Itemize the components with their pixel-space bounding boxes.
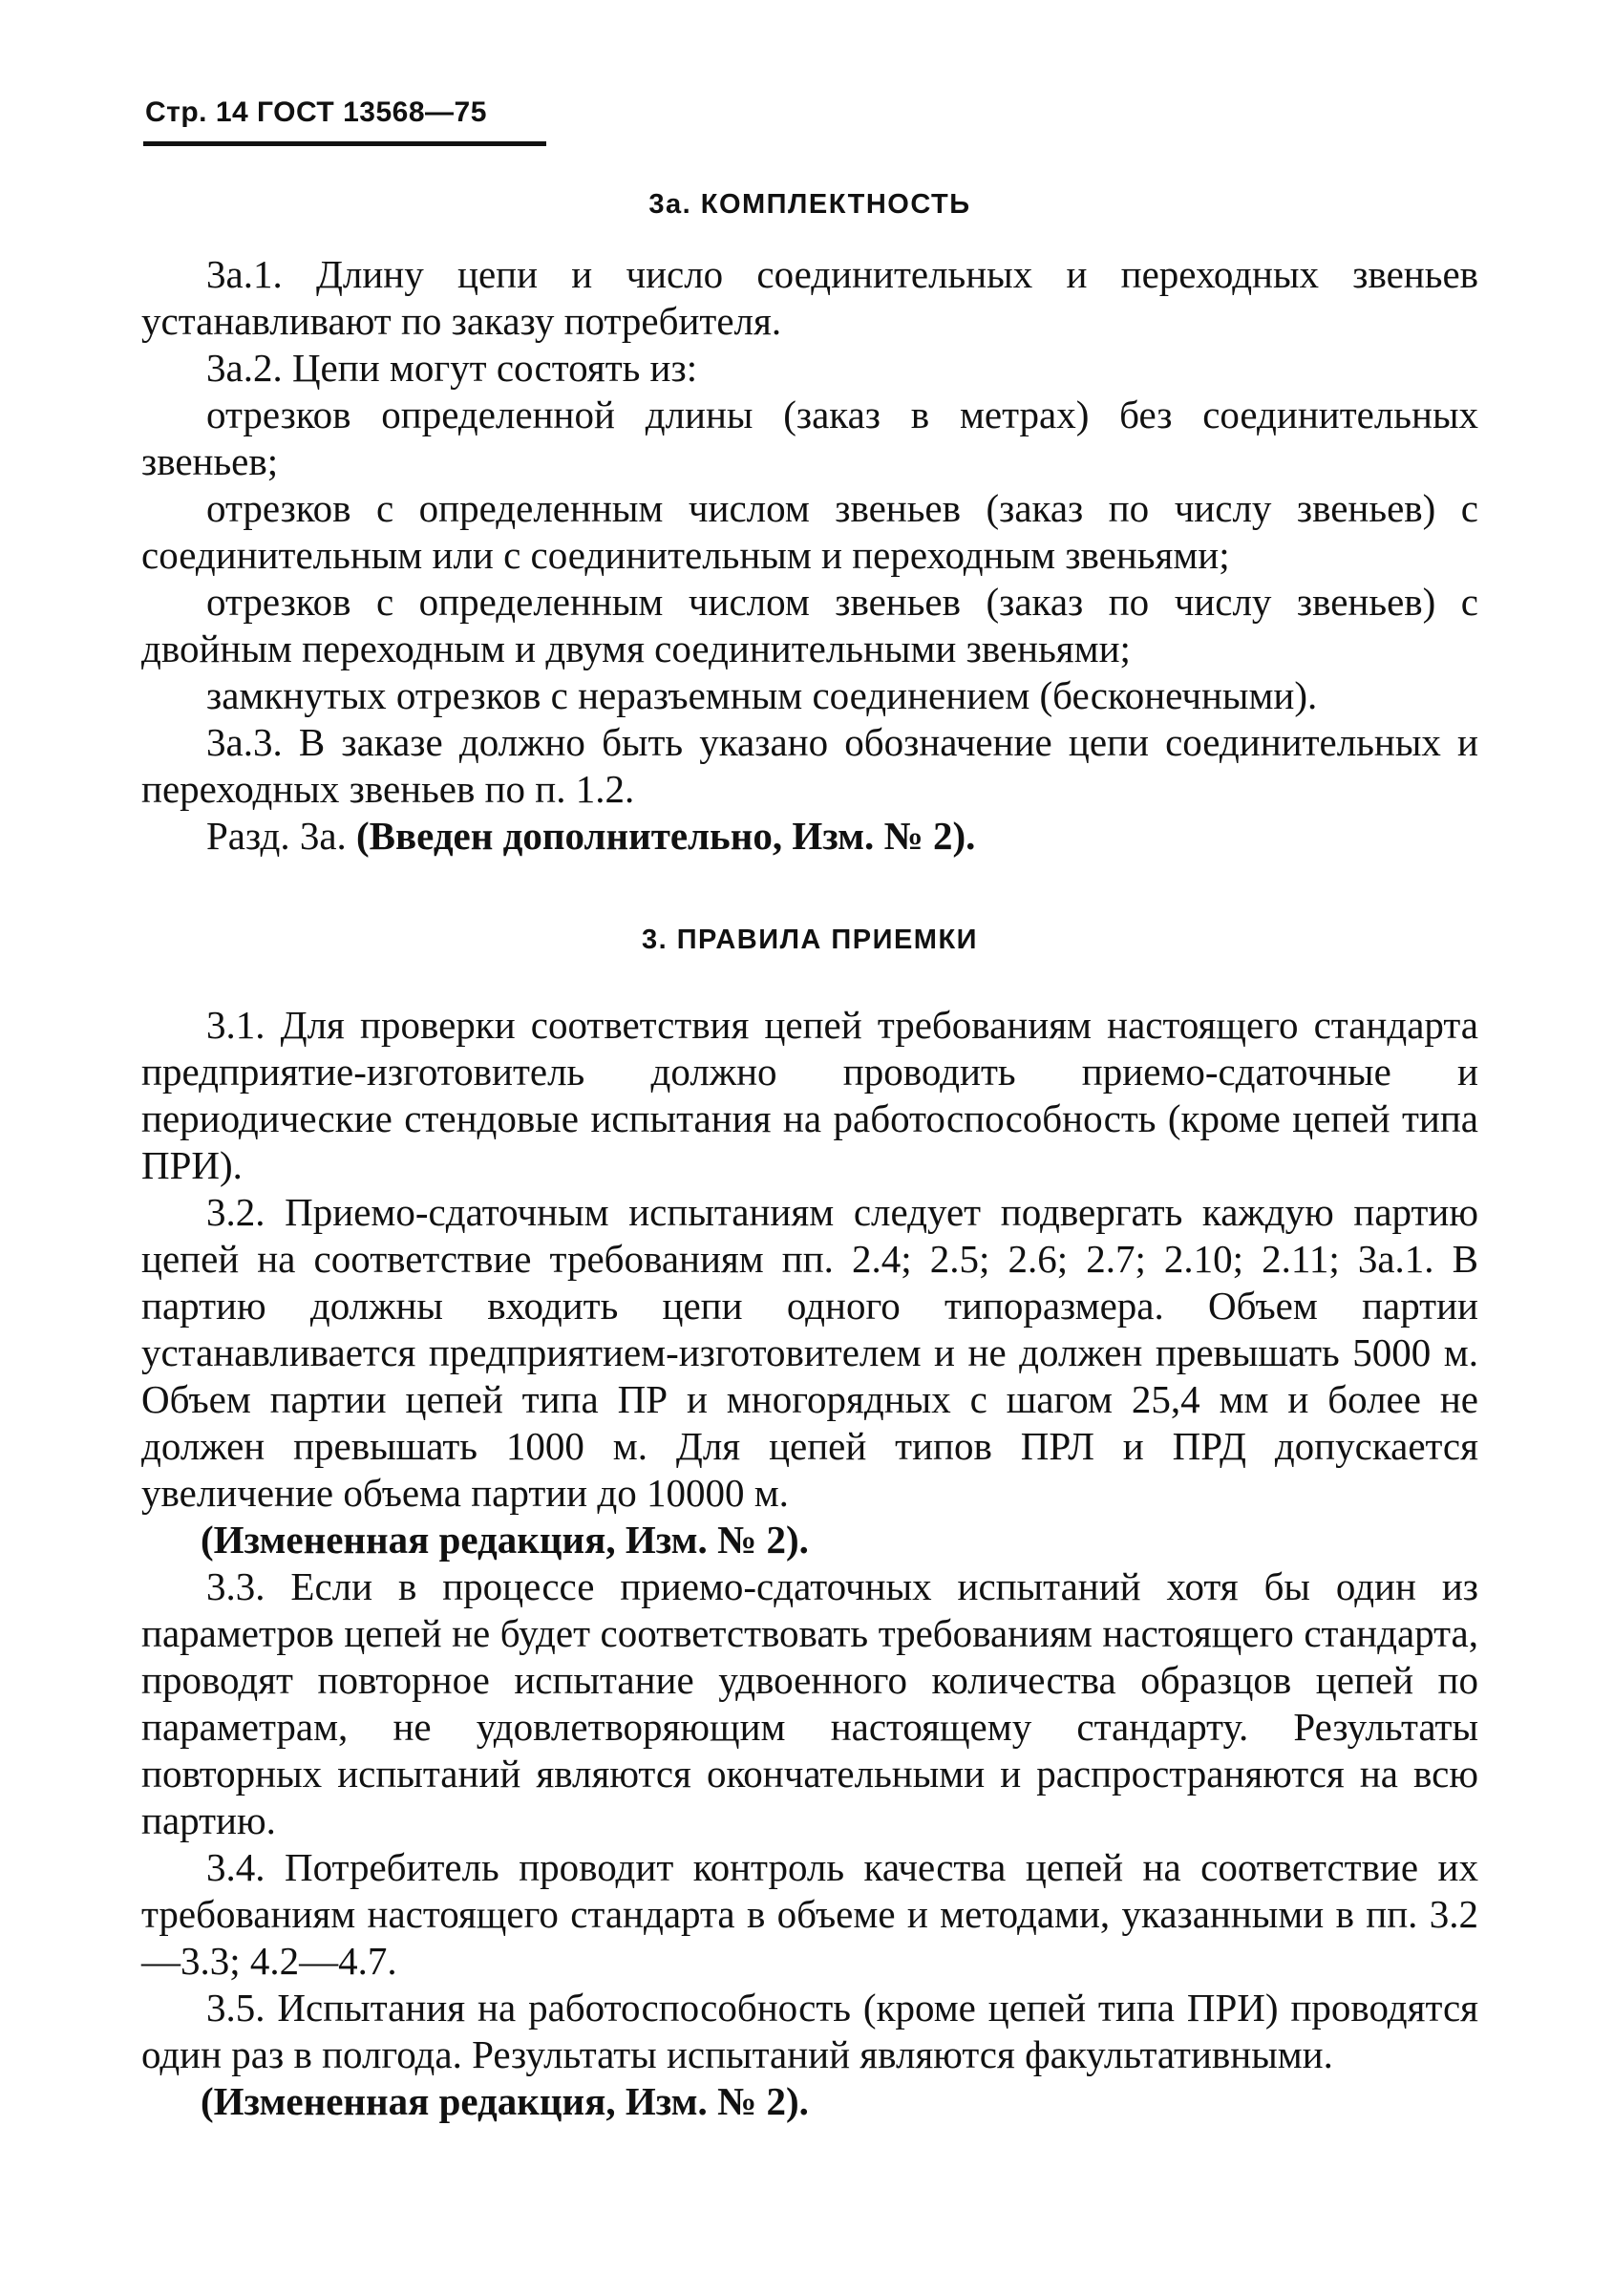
paragraph-3-5: 3.5. Испытания на работоспособность (кроме цепей типа ПРИ) проводятся один раз в полгода. Результаты испытаний являются факультативными. (141, 1986, 1478, 2076)
paragraph-3a-2: 3а.2. Цепи могут состоять из: (206, 346, 698, 390)
list-item: отрезков определенной длины (заказ в метрах) без соединительных звеньев; (141, 393, 1478, 483)
paragraph-3a-3: 3а.3. В заказе должно быть указано обозначение цепи соединительных и переходных звеньев по п. 1.2. (141, 720, 1478, 811)
page-header: Стр. 14 ГОСТ 13568—75 (145, 96, 487, 128)
paragraph-3a-1: 3а.1. Длину цепи и число соединительных и переходных звеньев устанавливают по заказу потребителя. (141, 252, 1478, 343)
paragraph-3-1: 3.1. Для проверки соответствия цепей требованиям настоящего стандарта предприятие-изготовитель должно проводить приемо-сдаточные и периодические стендовые испытания на работоспособность (кроме цепей типа ПРИ). (141, 1003, 1478, 1187)
document-body (141, 174, 1478, 2125)
paragraph-3-3: 3.3. Если в процессе приемо-сдаточных испытаний хотя бы один из параметров цепей не будет соответствовать требованиям настоящего стандарта, проводят повторное испытание удвоенного количества образцов цепей по параметрам, не удовлетворяющим настоящему стандарту. Результаты повторных испытаний являются окончательными и распространяются на всю партию. (141, 1564, 1478, 1842)
list-item: отрезков с определенным числом звеньев (заказ по числу звеньев) с соединительным или с соединительным и переходным звеньями; (141, 486, 1478, 577)
list-item: отрезков с определенным числом звеньев (заказ по числу звеньев) с двойным переходным и двумя соединительными звеньями; (141, 580, 1478, 670)
amendment-note-prefix: Разд. 3а. (206, 814, 347, 858)
paragraph-3-4: 3.4. Потребитель проводит контроль качества цепей на соответствие их требованиям настоящего стандарта в объеме и методами, указанными в пп. 3.2—3.3; 4.2—4.7. (141, 1845, 1478, 1983)
amendment-note: (Измененная редакция, Изм. № 2). (201, 2079, 809, 2123)
section-title-completeness: 3а. КОМПЛЕКТНОСТЬ (648, 189, 971, 220)
amendment-note-text: (Введен дополнительно, Изм. № 2). (356, 814, 976, 858)
list-item: замкнутых отрезков с неразъемным соединением (бесконечными). (206, 673, 1318, 717)
paragraph-3-2: 3.2. Приемо-сдаточным испытаниям следует подвергать каждую партию цепей на соответствие требованиям пп. 2.4; 2.5; 2.6; 2.7; 2.10; 2.11; 3а.1. В партию должны входить цепи одного типоразмера. Объем партии устанавливается предприятием-изготовителем и не должен превышать 5000 м. Объем партии цепей типа ПР и многорядных с шагом 25,4 мм и более не должен превышать 1000 м. Для цепей типов ПРЛ и ПРД допускается увеличение объема партии до 10000 м. (141, 1190, 1478, 1515)
amendment-note-3a (141, 813, 1478, 860)
amendment-note: (Измененная редакция, Изм. № 2). (201, 1518, 809, 1562)
header-rule (143, 141, 546, 146)
section-title-acceptance-rules: 3. ПРАВИЛА ПРИЕМКИ (641, 925, 979, 955)
